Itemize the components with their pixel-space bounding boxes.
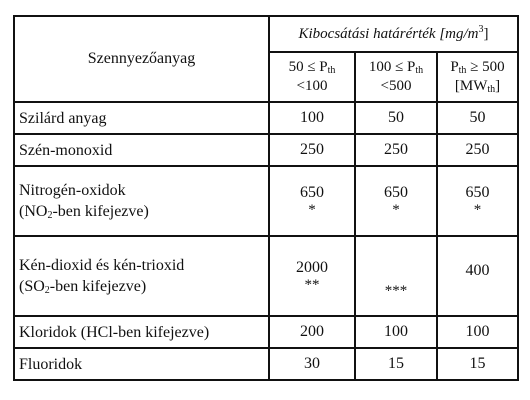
value-footnote: * (308, 202, 316, 218)
row-name: Kloridok (HCl-ben kifejezve) (14, 316, 269, 348)
table-row (14, 348, 518, 380)
row-name: Szén-monoxid (14, 134, 269, 166)
header-col-2 (355, 52, 437, 102)
limit-title-text: Kibocsátási határérték [mg/m (298, 25, 479, 42)
row-value-3: 250 (437, 134, 518, 166)
table-row (14, 166, 518, 236)
row-name: Szilárd anyag (14, 102, 269, 134)
row-name-line2b: -ben kifejezve) (49, 278, 147, 295)
table-row (14, 134, 518, 166)
row-value-2: 15 (355, 348, 437, 380)
row-name-line2b: -ben kifejezve) (52, 203, 149, 220)
row-value-2 (355, 236, 437, 316)
row-value-2: 250 (355, 134, 437, 166)
col3-label-sub: th (458, 65, 467, 76)
col2-label-sub: th (415, 65, 424, 76)
col1-label-a: 50 ≤ P (288, 59, 328, 75)
emission-limits-table (13, 15, 519, 381)
row-value-3: 50 (437, 102, 518, 134)
row-value-2: 50 (355, 102, 437, 134)
value-footnote: * (392, 202, 400, 218)
table-row (14, 316, 518, 348)
value-number: 2000 (296, 259, 328, 276)
value-number: 650 (384, 184, 408, 201)
col3-label-b-sub: th (487, 84, 496, 95)
col3-label-b: [MW (454, 78, 488, 94)
col3-label-a: P (450, 59, 459, 75)
header-col-3 (437, 52, 518, 102)
value-footnote: * (473, 202, 482, 218)
value-footnote: *** (384, 283, 408, 299)
row-name-line1: Nitrogén-oxidok (19, 182, 126, 199)
row-value-1: 100 (269, 102, 355, 134)
row-name-line2-sub: 2 (44, 285, 50, 296)
row-value-1: 30 (269, 348, 355, 380)
header-col-1 (269, 52, 355, 102)
row-value-3 (437, 166, 518, 236)
row-value-2 (355, 166, 437, 236)
table-row (14, 102, 518, 134)
col2-label-b: <500 (380, 78, 412, 94)
row-name-line2a: (NO (19, 203, 48, 220)
row-name (14, 166, 269, 236)
row-value-3: 15 (437, 348, 518, 380)
row-name-line2-sub: 2 (47, 210, 53, 221)
header-limit-title (269, 16, 518, 52)
col1-label-sub: th (327, 65, 336, 76)
col2-label-a: 100 ≤ P (368, 59, 416, 75)
row-name: Fluoridok (14, 348, 269, 380)
row-value-2: 100 (355, 316, 437, 348)
row-value-3: 100 (437, 316, 518, 348)
row-value-3 (437, 236, 518, 316)
value-number: 650 (465, 184, 490, 201)
limit-title-sup: 3 (478, 23, 484, 35)
row-name (14, 236, 269, 316)
col1-label-b: <100 (296, 78, 328, 94)
limit-title-end: ] (483, 25, 489, 42)
row-name-line1: Kén-dioxid és kén-trioxid (19, 257, 185, 274)
row-value-1: 250 (269, 134, 355, 166)
value-number: 650 (300, 184, 324, 201)
col3-label-a2: ≥ 500 (466, 59, 505, 75)
row-value-1: 200 (269, 316, 355, 348)
row-name-line2a: (SO (19, 278, 45, 295)
table-row (14, 236, 518, 316)
row-value-1 (269, 236, 355, 316)
value-footnote: ** (304, 277, 320, 293)
value-number: 400 (465, 262, 490, 279)
header-pollutant: Szennyezőanyag (14, 16, 269, 102)
col3-label-b-end: ] (495, 78, 501, 94)
row-value-1 (269, 166, 355, 236)
